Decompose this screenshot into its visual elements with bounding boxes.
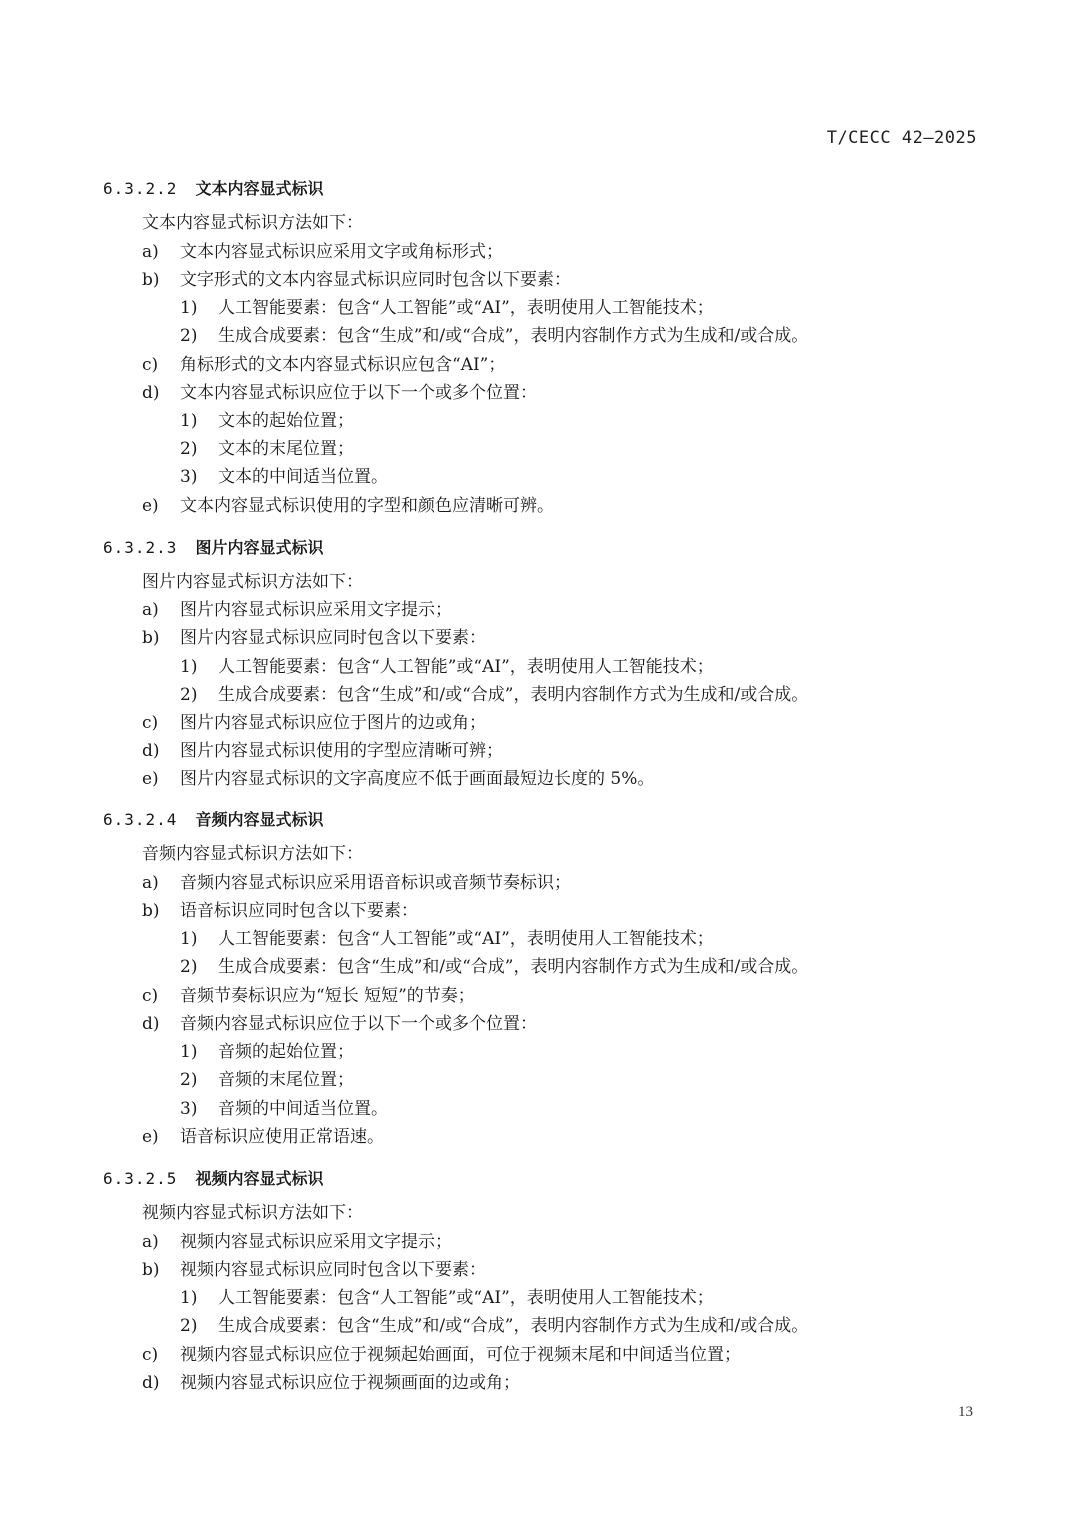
section-intro: 图片内容显式标识方法如下：	[142, 572, 363, 592]
sub-list-item	[180, 1098, 388, 1120]
list-text: 文字形式的文本内容显式标识应同时包含以下要素：	[180, 270, 571, 290]
sub-list-item	[180, 656, 714, 678]
list-text: 文本内容显式标识使用的字型和颜色应清晰可辨。	[180, 496, 554, 516]
list-marker: 1)	[180, 657, 198, 677]
list-marker: c)	[142, 1345, 159, 1365]
list-marker: b)	[142, 270, 160, 290]
document-code: T/CECC 42—2025	[826, 128, 977, 148]
page-number: 13	[958, 1404, 973, 1420]
list-text: 文本内容显式标识应采用文字或角标形式；	[180, 242, 503, 262]
list-marker: d)	[142, 1373, 160, 1393]
list-item	[142, 985, 475, 1007]
list-item	[142, 768, 654, 790]
sub-list-item	[180, 297, 714, 319]
sub-list-item	[180, 1287, 714, 1309]
list-text: 生成合成要素：包含“生成”和/或“合成”，表明内容制作方式为生成和/或合成。	[218, 957, 809, 977]
list-text: 生成合成要素：包含“生成”和/或“合成”，表明内容制作方式为生成和/或合成。	[218, 685, 809, 705]
sub-list-item	[180, 928, 714, 950]
list-marker: 2)	[180, 1316, 198, 1336]
sub-list-item	[180, 684, 808, 706]
section-title: 文本内容显式标识	[195, 179, 324, 198]
list-text: 图片内容显式标识应同时包含以下要素：	[180, 628, 486, 648]
list-item	[142, 269, 571, 291]
list-item	[142, 241, 503, 263]
list-text: 图片内容显式标识的文字高度应不低于画面最短边长度的 5%。	[180, 769, 655, 789]
section-title: 音频内容显式标识	[195, 810, 324, 829]
list-item	[142, 382, 537, 404]
section-intro: 视频内容显式标识方法如下：	[142, 1203, 363, 1223]
section-intro: 文本内容显式标识方法如下：	[142, 213, 363, 233]
list-text: 图片内容显式标识应位于图片的边或角；	[180, 713, 486, 733]
list-marker: 3)	[180, 467, 198, 487]
sub-list-item	[180, 325, 808, 347]
section-intro: 音频内容显式标识方法如下：	[142, 844, 363, 864]
list-marker: d)	[142, 1014, 160, 1034]
list-item	[142, 354, 505, 376]
list-marker: 1)	[180, 929, 198, 949]
list-marker: e)	[142, 769, 159, 789]
list-text: 生成合成要素：包含“生成”和/或“合成”，表明内容制作方式为生成和/或合成。	[218, 1316, 809, 1336]
list-item	[142, 1259, 486, 1281]
list-marker: c)	[142, 355, 159, 375]
sub-list-item	[180, 1069, 354, 1091]
sub-list-item	[180, 956, 808, 978]
list-text: 视频内容显式标识应位于视频起始画面，可位于视频末尾和中间适当位置；	[180, 1345, 741, 1365]
list-text: 人工智能要素：包含“人工智能”或“AI”，表明使用人工智能技术；	[218, 298, 714, 318]
section-heading	[103, 809, 323, 831]
list-text: 音频内容显式标识应位于以下一个或多个位置：	[180, 1014, 537, 1034]
list-marker: 2)	[180, 326, 198, 346]
sub-list-item	[180, 466, 388, 488]
section-number: 6.3.2.5	[103, 1169, 178, 1188]
list-marker: 2)	[180, 957, 198, 977]
list-item	[142, 599, 452, 621]
list-text: 音频的起始位置；	[218, 1042, 354, 1062]
section-number: 6.3.2.2	[103, 179, 178, 198]
list-item	[142, 712, 486, 734]
list-text: 文本的末尾位置；	[218, 439, 354, 459]
list-text: 语音标识应同时包含以下要素：	[180, 901, 418, 921]
list-text: 文本的起始位置；	[218, 411, 354, 431]
list-item	[142, 1344, 741, 1366]
list-item	[142, 627, 486, 649]
list-text: 视频内容显式标识应位于视频画面的边或角；	[180, 1373, 520, 1393]
list-text: 语音标识应使用正常语速。	[180, 1127, 384, 1147]
list-text: 文本内容显式标识应位于以下一个或多个位置：	[180, 383, 537, 403]
sub-list-item	[180, 1041, 354, 1063]
list-text: 人工智能要素：包含“人工智能”或“AI”，表明使用人工智能技术；	[218, 929, 714, 949]
list-text: 音频内容显式标识应采用语音标识或音频节奏标识；	[180, 873, 571, 893]
list-text: 音频的末尾位置；	[218, 1070, 354, 1090]
list-marker: 2)	[180, 439, 198, 459]
sub-list-item	[180, 410, 354, 432]
list-text: 角标形式的文本内容显式标识应包含“AI”；	[180, 355, 506, 375]
section-heading	[103, 537, 323, 559]
section-heading	[103, 178, 323, 200]
list-marker: c)	[142, 986, 159, 1006]
list-marker: 1)	[180, 298, 198, 318]
list-marker: d)	[142, 383, 160, 403]
list-text: 视频内容显式标识应同时包含以下要素：	[180, 1260, 486, 1280]
list-item	[142, 872, 571, 894]
list-text: 文本的中间适当位置。	[218, 467, 388, 487]
list-marker: 3)	[180, 1099, 198, 1119]
list-marker: e)	[142, 1127, 159, 1147]
section-number: 6.3.2.3	[103, 538, 178, 557]
list-text: 视频内容显式标识应采用文字提示；	[180, 1232, 452, 1252]
list-text: 人工智能要素：包含“人工智能”或“AI”，表明使用人工智能技术；	[218, 1288, 714, 1308]
list-marker: 1)	[180, 1288, 198, 1308]
list-marker: e)	[142, 496, 159, 516]
list-marker: d)	[142, 741, 160, 761]
list-item	[142, 495, 554, 517]
list-marker: a)	[142, 242, 159, 262]
list-marker: 2)	[180, 1070, 198, 1090]
sub-list-item	[180, 438, 354, 460]
list-item	[142, 1231, 452, 1253]
list-text: 图片内容显式标识应采用文字提示；	[180, 600, 452, 620]
list-text: 生成合成要素：包含“生成”和/或“合成”，表明内容制作方式为生成和/或合成。	[218, 326, 809, 346]
list-item	[142, 900, 418, 922]
list-item	[142, 1013, 537, 1035]
list-marker: c)	[142, 713, 159, 733]
section-heading	[103, 1168, 323, 1190]
list-marker: a)	[142, 873, 159, 893]
list-item	[142, 1126, 384, 1148]
list-item	[142, 1372, 520, 1394]
section-title: 图片内容显式标识	[195, 538, 324, 557]
list-marker: b)	[142, 628, 160, 648]
list-marker: b)	[142, 1260, 160, 1280]
section-title: 视频内容显式标识	[195, 1169, 324, 1188]
section-number: 6.3.2.4	[103, 810, 178, 829]
list-marker: a)	[142, 600, 159, 620]
list-marker: 1)	[180, 1042, 198, 1062]
list-text: 音频的中间适当位置。	[218, 1099, 388, 1119]
list-marker: 2)	[180, 685, 198, 705]
list-marker: a)	[142, 1232, 159, 1252]
list-text: 人工智能要素：包含“人工智能”或“AI”，表明使用人工智能技术；	[218, 657, 714, 677]
list-item	[142, 740, 503, 762]
list-marker: b)	[142, 901, 160, 921]
list-marker: 1)	[180, 411, 198, 431]
list-text: 图片内容显式标识使用的字型应清晰可辨；	[180, 741, 503, 761]
sub-list-item	[180, 1315, 808, 1337]
list-text: 音频节奏标识应为“短长 短短”的节奏；	[180, 986, 475, 1006]
